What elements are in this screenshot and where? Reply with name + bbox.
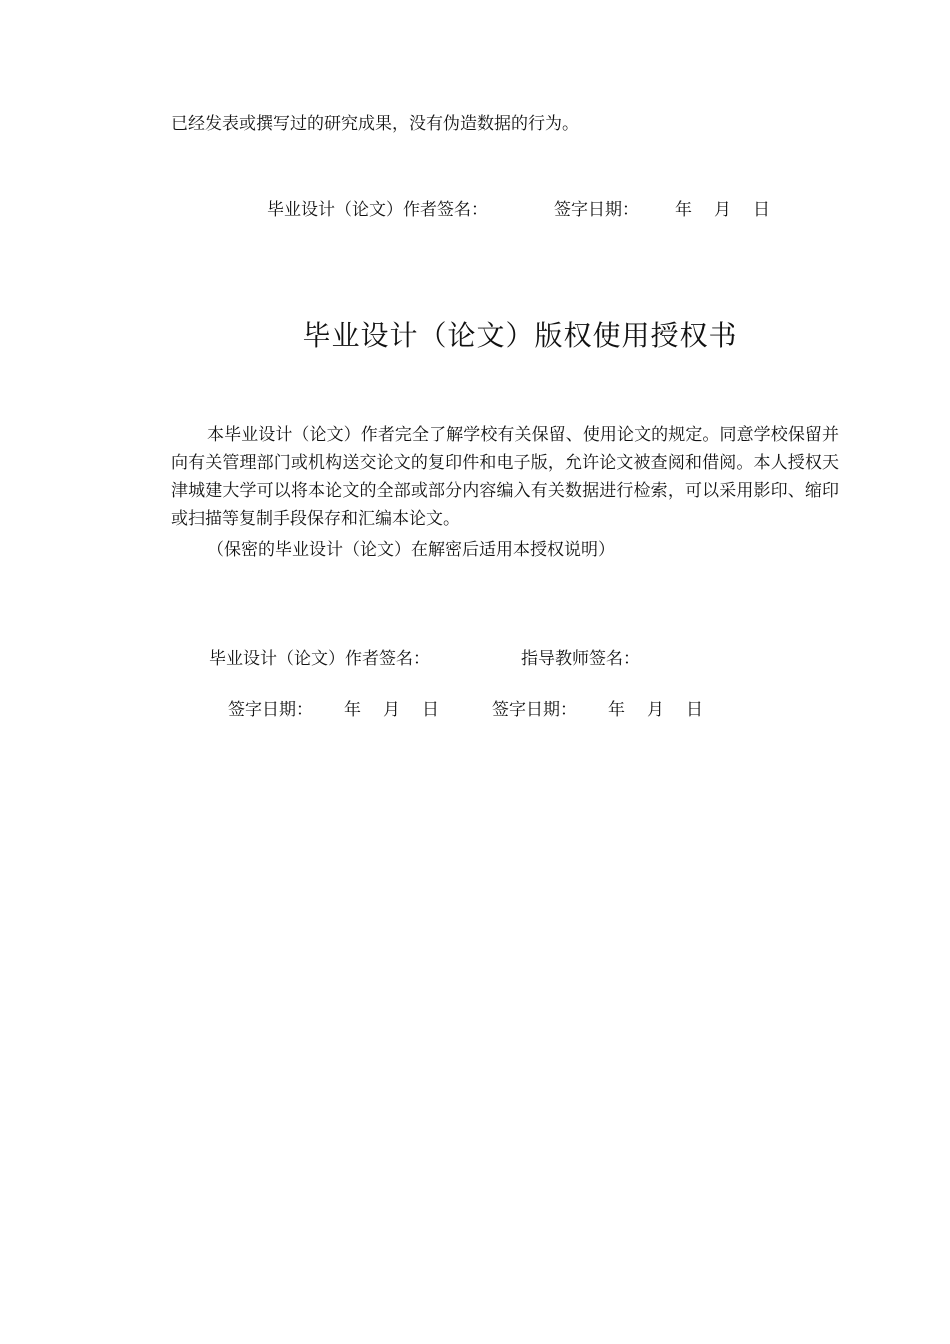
author-signature-label: 毕业设计（论文）作者签名： bbox=[267, 200, 488, 220]
declaration-signature-row bbox=[267, 198, 787, 222]
authorization-body: 本毕业设计（论文）作者完全了解学校有关保留、使用论文的规定。同意学校保留并向有关管理部门或机构送交论文的复印件和电子版，允许论文被查阅和借阅。本人授权天津城建大学可以将本论文的全部或部分内容编入有关数据进行检索，可以采用影印、缩印或扫描等复制手段保存和汇编本论文。 bbox=[171, 425, 839, 529]
signature-date-ymd bbox=[675, 198, 770, 222]
authorization-date-row bbox=[228, 698, 748, 722]
advisor-date-label: 签字日期： bbox=[492, 700, 577, 720]
page-title: 毕业设计（论文）版权使用授权书 bbox=[302, 319, 738, 352]
signature-date-label: 签字日期： bbox=[554, 200, 639, 220]
day-label: 日 bbox=[686, 700, 703, 720]
author-date-label: 签字日期： bbox=[228, 700, 313, 720]
authorization-signature-row bbox=[209, 647, 729, 671]
day-label: 日 bbox=[753, 200, 770, 220]
year-label: 年 bbox=[675, 200, 692, 220]
advisor-date-ymd bbox=[608, 698, 703, 722]
year-label: 年 bbox=[608, 700, 625, 720]
month-label: 月 bbox=[383, 700, 400, 720]
day-label: 日 bbox=[422, 700, 439, 720]
advisor-signature-label: 指导教师签名： bbox=[521, 649, 640, 669]
month-label: 月 bbox=[714, 200, 731, 220]
continuation-text: 已经发表或撰写过的研究成果，没有伪造数据的行为。 bbox=[171, 114, 579, 134]
confidential-note: （保密的毕业设计（论文）在解密后适用本授权说明） bbox=[207, 540, 615, 560]
month-label: 月 bbox=[647, 700, 664, 720]
author-date-ymd bbox=[344, 698, 439, 722]
year-label: 年 bbox=[344, 700, 361, 720]
author-signature-label: 毕业设计（论文）作者签名： bbox=[209, 649, 430, 669]
